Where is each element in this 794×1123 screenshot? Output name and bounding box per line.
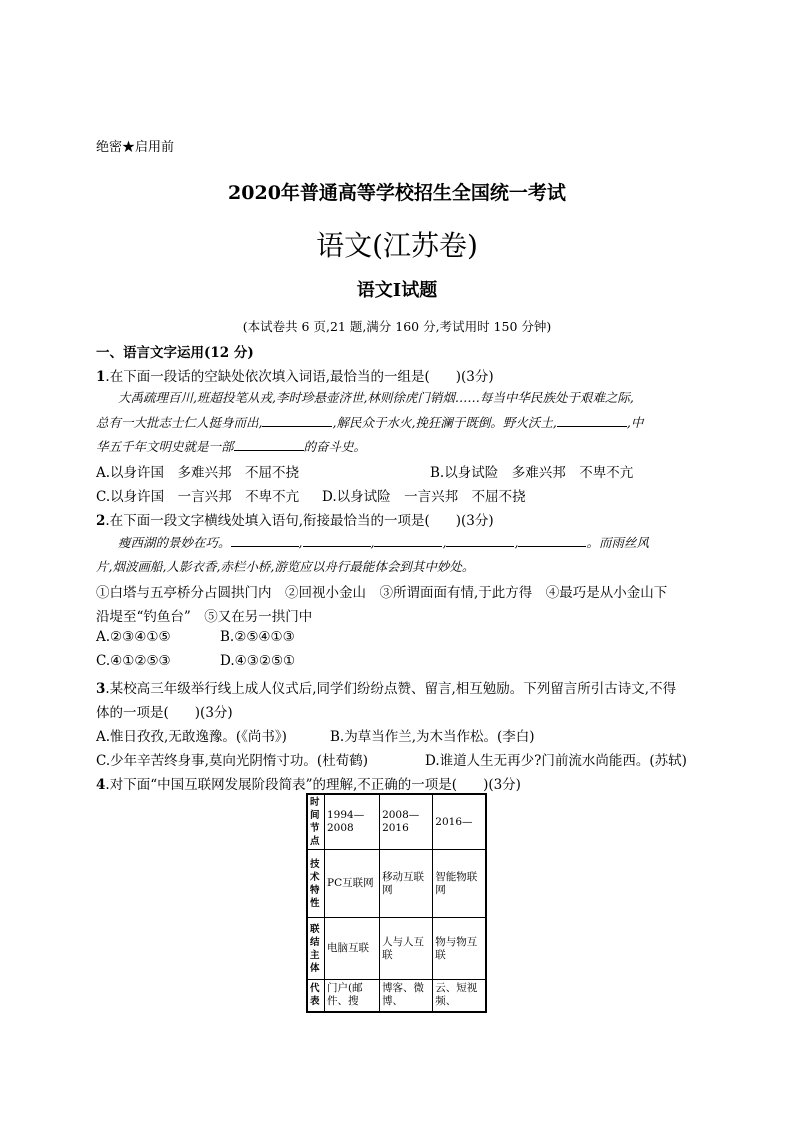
- q2-stem-text: .在下面一段文字横线处填入语句,衔接最恰当的一项是(: [105, 513, 430, 529]
- q3-stem-l2a: 体的一项是(: [96, 705, 169, 721]
- q1-p3b: 的奋斗史。: [303, 439, 367, 454]
- row-header: 代表: [307, 980, 325, 1012]
- table-cell: 博客、微博、: [380, 980, 433, 1012]
- q1-option-d: D.以身试险 一言兴邦 不屈不挠: [322, 489, 526, 505]
- table-cell: 电脑互联: [325, 918, 380, 980]
- q2-option-c: C.④①②⑤③: [96, 653, 171, 669]
- q2-passage-line1: 瘦西湖的景妙在巧。 , , , , 。而雨丝风: [118, 535, 649, 550]
- q2-p1b: 。而雨丝风: [586, 535, 649, 550]
- table-cell: 云、短视频、: [433, 980, 486, 1012]
- blank: [303, 534, 371, 547]
- q1-stem-text: .在下面一段话的空缺处依次填入词语,最恰当的一组是(: [105, 369, 430, 385]
- paper-title: 语文Ⅰ试题: [356, 280, 438, 301]
- blank: [231, 534, 299, 547]
- q1-p3a: 华五千年文明史就是一部: [96, 439, 234, 454]
- q1-p2a: 总有一大批志士仁人挺身而出,: [96, 415, 263, 430]
- table-cell: 2008—2016: [380, 794, 433, 850]
- table-cell: 门户(邮件、搜: [325, 980, 380, 1012]
- q3-stem-line1: [96, 677, 676, 697]
- table-cell: PC互联网: [325, 850, 380, 918]
- table-row: [307, 918, 486, 980]
- table-row: [307, 794, 486, 850]
- row-header: 时间节点: [307, 794, 325, 850]
- q1-p2b: ,解民众于水火,挽狂澜于既倒。野火沃土,: [332, 415, 557, 430]
- q1-number: 1: [96, 369, 106, 385]
- q4-stem-text: .对下面“中国互联网发展阶段简表”的理解,不正确的一项是(: [105, 777, 458, 793]
- q1-option-b: B.以身试险 多难兴邦 不卑不亢: [430, 465, 634, 481]
- blank: [518, 534, 586, 547]
- blank: [446, 534, 514, 547]
- exam-title: 2020年普通高等学校招生全国统一考试: [228, 182, 566, 204]
- q1-score: )(3分): [455, 369, 494, 385]
- blank: [262, 414, 332, 427]
- q1-option-a: A.以身许国 多难兴邦 不屈不挠: [96, 465, 300, 481]
- q2-option-a: A.②③④①⑤: [96, 629, 171, 645]
- table-cell: 1994—2008: [325, 794, 380, 850]
- q3-stem-text: .某校高三年级举行线上成人仪式后,同学们纷纷点赞、留言,相互勉励。下列留言所引古诗文,不得: [105, 681, 677, 697]
- table-row: [307, 850, 486, 918]
- q1-passage-line3: [96, 437, 366, 455]
- q3-option-a: A.惟日孜孜,无敢逸豫。(《尚书》): [96, 729, 287, 745]
- table-cell: 2016—: [433, 794, 486, 850]
- q1-stem: [96, 365, 494, 385]
- q2-items-line1: ①白塔与五亭桥分占圆拱门内 ②回视小金山 ③所谓面面有情,于此方得 ④最巧是从小金山下: [96, 585, 668, 601]
- q4-number: 4: [96, 777, 106, 793]
- q3-number: 3: [96, 681, 106, 697]
- q1-option-c: C.以身许国 一言兴邦 不卑不亢: [96, 489, 300, 505]
- q2-items-line2: 沿堤至“钓鱼台” ⑤又在另一拱门中: [96, 609, 313, 625]
- table-row: [307, 980, 486, 1012]
- table-cell: 人与人互联: [380, 918, 433, 980]
- q3-score: )(3分): [194, 705, 233, 721]
- q4-score: )(3分): [483, 777, 521, 793]
- q2-stem: [96, 509, 494, 529]
- blank: [234, 438, 304, 451]
- q2-passage-line2: 片,烟波画船,人影衣香,赤栏小桥,游览应以舟行最能体会到其中妙处。: [96, 559, 475, 574]
- q3-option-b: B.为草当作兰,为木当作松。(李白): [330, 729, 535, 745]
- table-cell: 移动互联网: [380, 850, 433, 918]
- q1-passage-line1: 大禹疏理百川,班超投笔从戎,李时珍悬壶济世,林则徐虎门销烟……每当中华民族处于艰难之际,: [118, 390, 634, 405]
- row-header: 联结主体: [307, 918, 325, 980]
- subject-title: 语文(江苏卷): [316, 229, 478, 262]
- row-header: 技术特性: [307, 850, 325, 918]
- blank: [557, 414, 627, 427]
- q2-number: 2: [96, 513, 106, 529]
- exam-note: (本试卷共 6 页,21 题,满分 160 分,考试用时 150 分钟): [242, 319, 552, 334]
- q4-stem: [96, 773, 521, 793]
- q2-score: )(3分): [455, 513, 494, 529]
- blank: [374, 534, 442, 547]
- table-cell: 智能物联网: [433, 850, 486, 918]
- q2-option-d: D.④③②⑤①: [220, 653, 296, 669]
- q3-option-d: D.谁道人生无再少?门前流水尚能西。(苏轼): [425, 753, 687, 769]
- q3-stem-line2: [96, 701, 233, 721]
- q2-option-b: B.②⑤④①③: [220, 629, 295, 645]
- q3-option-c: C.少年辛苦终身事,莫向光阴惰寸功。(杜荀鹤): [96, 753, 368, 769]
- q1-passage-line2: [96, 413, 643, 431]
- internet-stages-table: [306, 793, 487, 1013]
- q1-p2c: ,中: [626, 415, 644, 430]
- table-cell: 物与物互联: [433, 918, 486, 980]
- q2-p1a: 瘦西湖的景妙在巧。: [118, 535, 231, 550]
- secret-label: 绝密★启用前: [96, 140, 175, 155]
- section-title: 一、语言文字运用(12 分): [96, 345, 254, 361]
